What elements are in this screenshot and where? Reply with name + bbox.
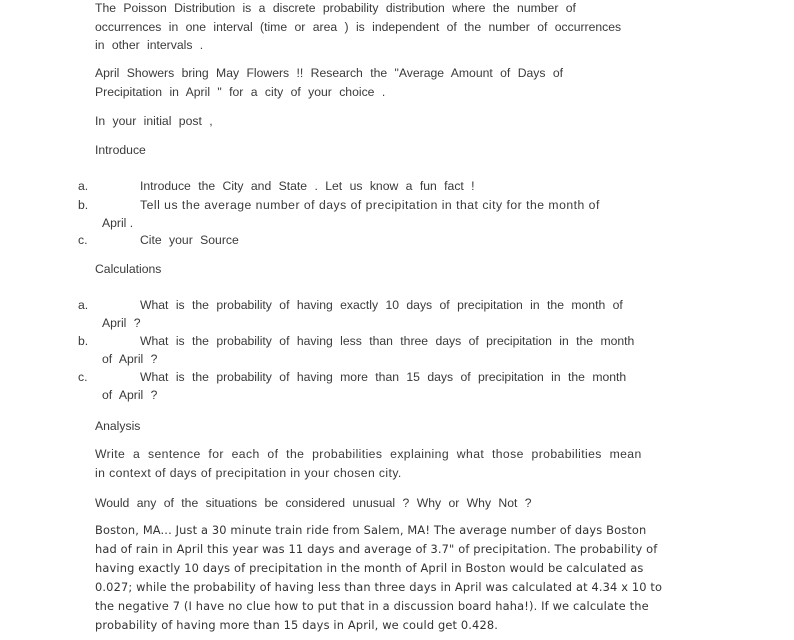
answer-line: the negative 7 (I have no clue how to put that in a discussion board haha!). If we calculate the [95, 599, 649, 613]
list-item-continuation: of April ? [102, 352, 158, 366]
list-item-continuation: of April ? [102, 388, 158, 402]
list-item-continuation: April . [102, 216, 134, 230]
initial-post-text: In your initial post , [95, 114, 213, 128]
answer-line: had of rain in April this year was 11 days and average of 3.7" of precipitation. The probability of [95, 542, 658, 556]
intro-line: occurrences in one interval (time or area ) is independent of the number of occurrences [95, 19, 622, 34]
list-marker: a. [78, 179, 89, 193]
unusual-question: Would any of the situations be considered unusual ? Why or Why Not ? [95, 496, 532, 510]
prompt-line: April Showers bring May Flowers !! Research the "Average Amount of Days of [95, 66, 564, 80]
answer-line: having exactly 10 days of precipitation in the month of April in Boston would be calculated as [95, 561, 644, 575]
list-marker: c. [78, 233, 88, 247]
intro-line: The Poisson Distribution is a discrete probability distribution where the number of [95, 1, 576, 15]
analysis-heading: Analysis [95, 419, 141, 433]
answer-line: 0.027; while the probability of having less than three days in April was calculated at 4.34 x 10 to [95, 580, 663, 594]
list-item-text: What is the probability of having less than three days of precipitation in the month [140, 334, 635, 348]
list-marker: b. [78, 334, 89, 348]
prompt-paragraph [95, 64, 715, 101]
answer-line: Boston, MA... Just a 30 minute train ride from Salem, MA! The average number of days Boston [95, 523, 647, 537]
introduce-heading: Introduce [95, 143, 146, 157]
list-marker: a. [78, 298, 89, 312]
list-item-text: What is the probability of having more than 15 days of precipitation in the month [140, 370, 627, 384]
list-item-text: Tell us the average number of days of precipitation in that city for the month of [140, 198, 600, 212]
intro-paragraph [95, 0, 715, 55]
list-item-text: Cite your Source [140, 233, 239, 247]
answer-paragraph [95, 521, 701, 635]
analysis-line: Write a sentence for each of the probabilities explaining what those probabilities mean [95, 447, 642, 461]
prompt-line: Precipitation in April " for a city of your choice . [95, 84, 386, 99]
list-item-continuation: April ? [102, 316, 141, 330]
calculations-heading: Calculations [95, 262, 162, 276]
list-item-text: What is the probability of having exactly 10 days of precipitation in the month of [140, 298, 623, 312]
analysis-line: in context of days of precipitation in your chosen city. [95, 465, 402, 480]
answer-line: probability of having more than 15 days in April, we could get 0.428. [95, 618, 499, 632]
list-marker: c. [78, 370, 88, 384]
list-marker: b. [78, 198, 89, 212]
list-item-text: Introduce the City and State . Let us know a fun fact ! [140, 179, 475, 193]
intro-line: in other intervals . [95, 38, 204, 52]
analysis-paragraph [95, 445, 715, 482]
